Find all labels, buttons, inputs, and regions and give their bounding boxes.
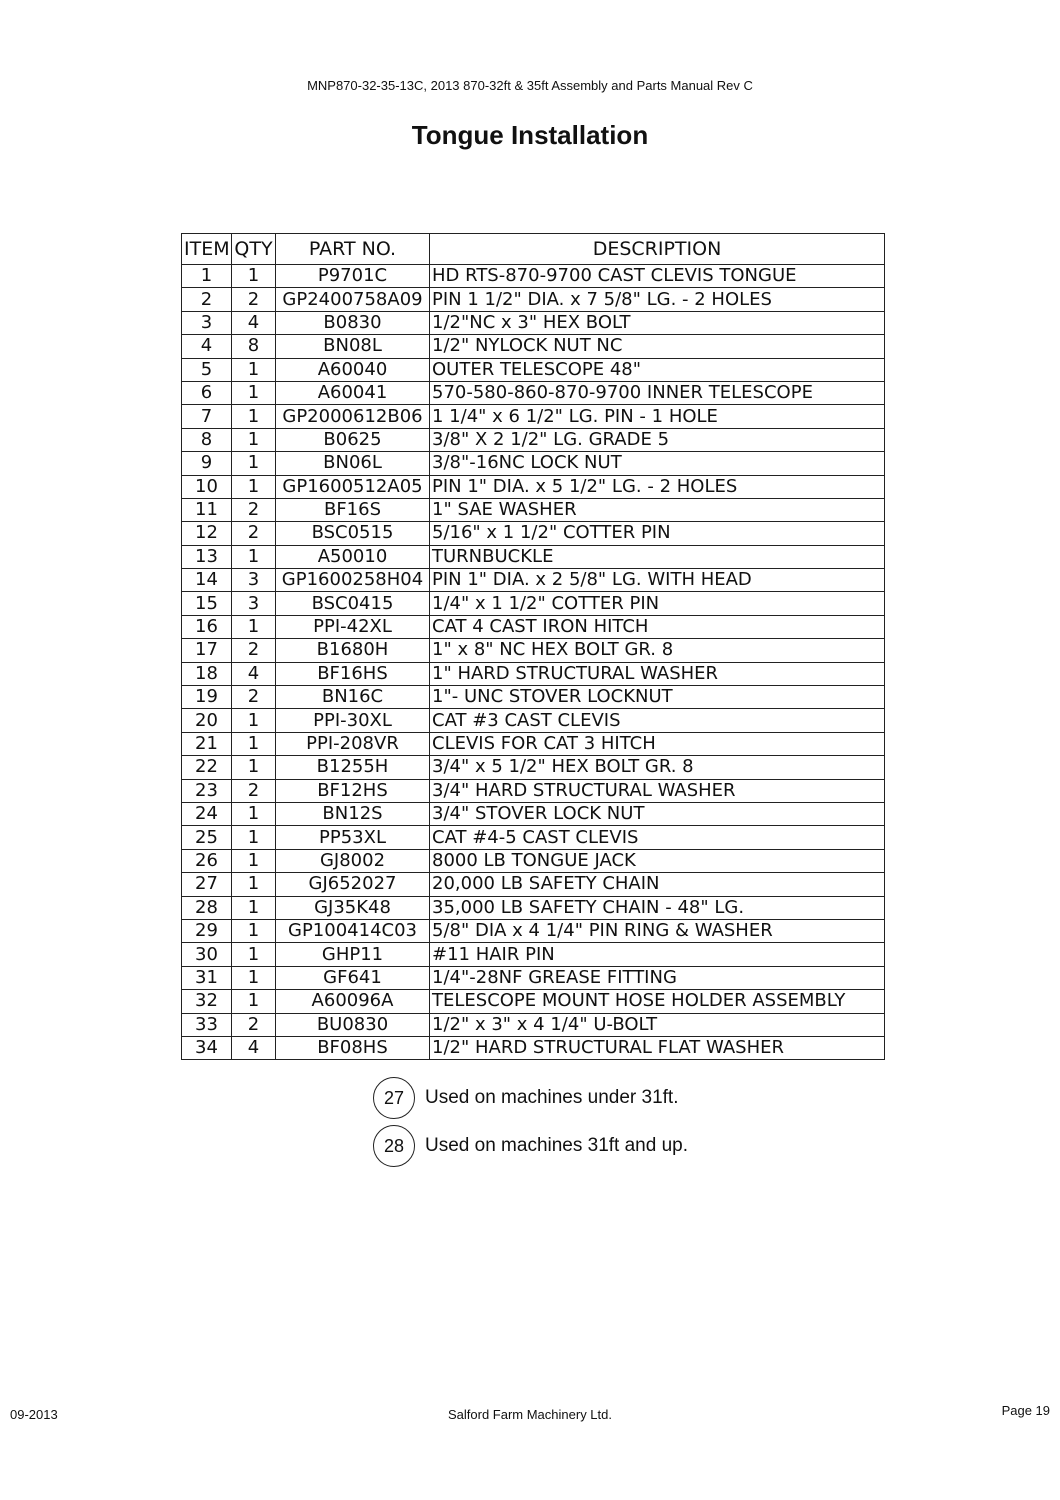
column-header-item: ITEM: [182, 234, 232, 265]
item-cell: 20: [182, 709, 232, 732]
table-row: [182, 639, 885, 662]
part-no-cell: A60040: [276, 358, 430, 381]
qty-cell: 1: [232, 849, 276, 872]
part-no-cell: BU0830: [276, 1013, 430, 1036]
description-cell: 1 1/4" x 6 1/2" LG. PIN - 1 HOLE: [430, 405, 885, 428]
item-cell: 29: [182, 919, 232, 942]
item-cell: 25: [182, 826, 232, 849]
page-title: Tongue Installation: [411, 120, 649, 150]
part-no-cell: BF08HS: [276, 1036, 430, 1059]
part-no-cell: BF16S: [276, 498, 430, 521]
item-cell: 18: [182, 662, 232, 685]
qty-cell: 1: [232, 943, 276, 966]
parts-table: [181, 233, 885, 1060]
description-cell: OUTER TELESCOPE 48": [430, 358, 885, 381]
qty-cell: 1: [232, 545, 276, 568]
part-no-cell: B1255H: [276, 756, 430, 779]
table-row: [182, 428, 885, 451]
part-no-cell: GJ8002: [276, 849, 430, 872]
table-row: [182, 1013, 885, 1036]
table-row: [182, 358, 885, 381]
qty-cell: 1: [232, 802, 276, 825]
part-no-cell: GP2400758A09: [276, 288, 430, 311]
qty-cell: 1: [232, 919, 276, 942]
page-number: Page 19: [1001, 1403, 1050, 1418]
item-cell: 4: [182, 335, 232, 358]
table-row: [182, 756, 885, 779]
description-cell: CAT #4-5 CAST CLEVIS: [430, 826, 885, 849]
description-cell: PIN 1 1/2" DIA. x 7 5/8" LG. - 2 HOLES: [430, 288, 885, 311]
item-cell: 19: [182, 686, 232, 709]
table-row: [182, 311, 885, 334]
qty-cell: 1: [232, 615, 276, 638]
qty-cell: 2: [232, 779, 276, 802]
part-no-cell: GP100414C03: [276, 919, 430, 942]
description-cell: 35,000 LB SAFETY CHAIN - 48" LG.: [430, 896, 885, 919]
qty-cell: 1: [232, 475, 276, 498]
description-cell: 5/8" DIA x 4 1/4" PIN RING & WASHER: [430, 919, 885, 942]
part-no-cell: GF641: [276, 966, 430, 989]
item-cell: 22: [182, 756, 232, 779]
item-cell: 8: [182, 428, 232, 451]
qty-cell: 2: [232, 288, 276, 311]
table-row: [182, 452, 885, 475]
part-no-cell: A50010: [276, 545, 430, 568]
qty-cell: 1: [232, 990, 276, 1013]
item-cell: 13: [182, 545, 232, 568]
part-no-cell: BN16C: [276, 686, 430, 709]
item-cell: 31: [182, 966, 232, 989]
qty-cell: 4: [232, 1036, 276, 1059]
description-cell: CLEVIS FOR CAT 3 HITCH: [430, 732, 885, 755]
description-cell: #11 HAIR PIN: [430, 943, 885, 966]
table-row: [182, 545, 885, 568]
table-row: [182, 265, 885, 288]
item-cell: 33: [182, 1013, 232, 1036]
table-row: [182, 943, 885, 966]
description-cell: 1" HARD STRUCTURAL WASHER: [430, 662, 885, 685]
description-cell: CAT #3 CAST CLEVIS: [430, 709, 885, 732]
note-item: [373, 1125, 688, 1167]
item-cell: 1: [182, 265, 232, 288]
qty-cell: 1: [232, 381, 276, 404]
part-no-cell: BF16HS: [276, 662, 430, 685]
note-item: [373, 1077, 679, 1119]
description-cell: 1/4" x 1 1/2" COTTER PIN: [430, 592, 885, 615]
note-text: Used on machines under 31ft.: [425, 1087, 679, 1108]
item-cell: 17: [182, 639, 232, 662]
description-cell: PIN 1" DIA. x 2 5/8" LG. WITH HEAD: [430, 569, 885, 592]
description-cell: CAT 4 CAST IRON HITCH: [430, 615, 885, 638]
part-no-cell: GJ35K48: [276, 896, 430, 919]
parts-table-body: [182, 265, 885, 1060]
table-row: [182, 569, 885, 592]
part-no-cell: B1680H: [276, 639, 430, 662]
document-header: MNP870-32-35-13C, 2013 870-32ft & 35ft Assembly and Parts Manual Rev C: [307, 78, 753, 93]
qty-cell: 2: [232, 522, 276, 545]
qty-cell: 1: [232, 358, 276, 381]
description-cell: 1/2" HARD STRUCTURAL FLAT WASHER: [430, 1036, 885, 1059]
part-no-cell: B0625: [276, 428, 430, 451]
item-cell: 28: [182, 896, 232, 919]
table-row: [182, 405, 885, 428]
qty-cell: 8: [232, 335, 276, 358]
item-cell: 5: [182, 358, 232, 381]
qty-cell: 4: [232, 311, 276, 334]
footer-company: Salford Farm Machinery Ltd.: [447, 1407, 612, 1422]
item-cell: 34: [182, 1036, 232, 1059]
table-row: [182, 335, 885, 358]
table-header-row: [182, 234, 885, 265]
table-row: [182, 475, 885, 498]
description-cell: 3/4" HARD STRUCTURAL WASHER: [430, 779, 885, 802]
item-cell: 3: [182, 311, 232, 334]
item-cell: 14: [182, 569, 232, 592]
description-cell: 1/2" NYLOCK NUT NC: [430, 335, 885, 358]
description-cell: 1/4"-28NF GREASE FITTING: [430, 966, 885, 989]
part-no-cell: GP1600512A05: [276, 475, 430, 498]
part-no-cell: PP53XL: [276, 826, 430, 849]
part-no-cell: A60041: [276, 381, 430, 404]
description-cell: PIN 1" DIA. x 5 1/2" LG. - 2 HOLES: [430, 475, 885, 498]
qty-cell: 1: [232, 966, 276, 989]
qty-cell: 1: [232, 405, 276, 428]
part-no-cell: A60096A: [276, 990, 430, 1013]
item-cell: 2: [182, 288, 232, 311]
part-no-cell: BN08L: [276, 335, 430, 358]
item-cell: 16: [182, 615, 232, 638]
table-row: [182, 522, 885, 545]
table-row: [182, 990, 885, 1013]
item-balloon: 27: [373, 1077, 415, 1119]
item-balloon: 28: [373, 1125, 415, 1167]
table-row: [182, 662, 885, 685]
qty-cell: 3: [232, 592, 276, 615]
footer-date: 09-2013: [10, 1407, 58, 1422]
note-text: Used on machines 31ft and up.: [425, 1135, 689, 1156]
description-cell: 8000 LB TONGUE JACK: [430, 849, 885, 872]
part-no-cell: GJ652027: [276, 873, 430, 896]
item-cell: 24: [182, 802, 232, 825]
table-row: [182, 709, 885, 732]
description-cell: 1" SAE WASHER: [430, 498, 885, 521]
item-cell: 23: [182, 779, 232, 802]
table-row: [182, 802, 885, 825]
table-row: [182, 288, 885, 311]
description-cell: 570-580-860-870-9700 INNER TELESCOPE: [430, 381, 885, 404]
qty-cell: 2: [232, 1013, 276, 1036]
table-row: [182, 849, 885, 872]
part-no-cell: PPI-42XL: [276, 615, 430, 638]
part-no-cell: B0830: [276, 311, 430, 334]
description-cell: 1" x 8" NC HEX BOLT GR. 8: [430, 639, 885, 662]
description-cell: 1"- UNC STOVER LOCKNUT: [430, 686, 885, 709]
item-cell: 27: [182, 873, 232, 896]
description-cell: 3/4" x 5 1/2" HEX BOLT GR. 8: [430, 756, 885, 779]
part-no-cell: BN12S: [276, 802, 430, 825]
qty-cell: 1: [232, 709, 276, 732]
table-row: [182, 779, 885, 802]
part-no-cell: BSC0415: [276, 592, 430, 615]
table-row: [182, 826, 885, 849]
item-cell: 12: [182, 522, 232, 545]
qty-cell: 1: [232, 826, 276, 849]
table-row: [182, 873, 885, 896]
description-cell: 5/16" x 1 1/2" COTTER PIN: [430, 522, 885, 545]
qty-cell: 1: [232, 756, 276, 779]
qty-cell: 4: [232, 662, 276, 685]
qty-cell: 1: [232, 265, 276, 288]
part-no-cell: BF12HS: [276, 779, 430, 802]
qty-cell: 2: [232, 639, 276, 662]
column-header-description: DESCRIPTION: [430, 234, 885, 265]
item-cell: 10: [182, 475, 232, 498]
description-cell: 3/8" X 2 1/2" LG. GRADE 5: [430, 428, 885, 451]
item-cell: 30: [182, 943, 232, 966]
part-no-cell: GP2000612B06: [276, 405, 430, 428]
column-header-part-no: PART NO.: [276, 234, 430, 265]
qty-cell: 1: [232, 452, 276, 475]
item-cell: 9: [182, 452, 232, 475]
table-row: [182, 615, 885, 638]
part-no-cell: PPI-208VR: [276, 732, 430, 755]
part-no-cell: BSC0515: [276, 522, 430, 545]
column-header-qty: QTY: [232, 234, 276, 265]
qty-cell: 1: [232, 873, 276, 896]
description-cell: 3/4" STOVER LOCK NUT: [430, 802, 885, 825]
item-cell: 21: [182, 732, 232, 755]
item-cell: 32: [182, 990, 232, 1013]
qty-cell: 1: [232, 732, 276, 755]
description-cell: 20,000 LB SAFETY CHAIN: [430, 873, 885, 896]
qty-cell: 1: [232, 896, 276, 919]
table-row: [182, 732, 885, 755]
table-row: [182, 498, 885, 521]
item-cell: 7: [182, 405, 232, 428]
table-row: [182, 592, 885, 615]
item-cell: 6: [182, 381, 232, 404]
part-no-cell: P9701C: [276, 265, 430, 288]
part-no-cell: GHP11: [276, 943, 430, 966]
qty-cell: 1: [232, 428, 276, 451]
qty-cell: 2: [232, 686, 276, 709]
description-cell: TELESCOPE MOUNT HOSE HOLDER ASSEMBLY: [430, 990, 885, 1013]
table-row: [182, 896, 885, 919]
description-cell: TURNBUCKLE: [430, 545, 885, 568]
description-cell: 1/2"NC x 3" HEX BOLT: [430, 311, 885, 334]
description-cell: 3/8"-16NC LOCK NUT: [430, 452, 885, 475]
table-row: [182, 686, 885, 709]
part-no-cell: BN06L: [276, 452, 430, 475]
qty-cell: 3: [232, 569, 276, 592]
item-cell: 26: [182, 849, 232, 872]
table-row: [182, 919, 885, 942]
qty-cell: 2: [232, 498, 276, 521]
table-row: [182, 381, 885, 404]
item-cell: 15: [182, 592, 232, 615]
table-row: [182, 1036, 885, 1059]
item-cell: 11: [182, 498, 232, 521]
description-cell: 1/2" x 3" x 4 1/4" U-BOLT: [430, 1013, 885, 1036]
description-cell: HD RTS-870-9700 CAST CLEVIS TONGUE: [430, 265, 885, 288]
part-no-cell: PPI-30XL: [276, 709, 430, 732]
table-row: [182, 966, 885, 989]
part-no-cell: GP1600258H04: [276, 569, 430, 592]
